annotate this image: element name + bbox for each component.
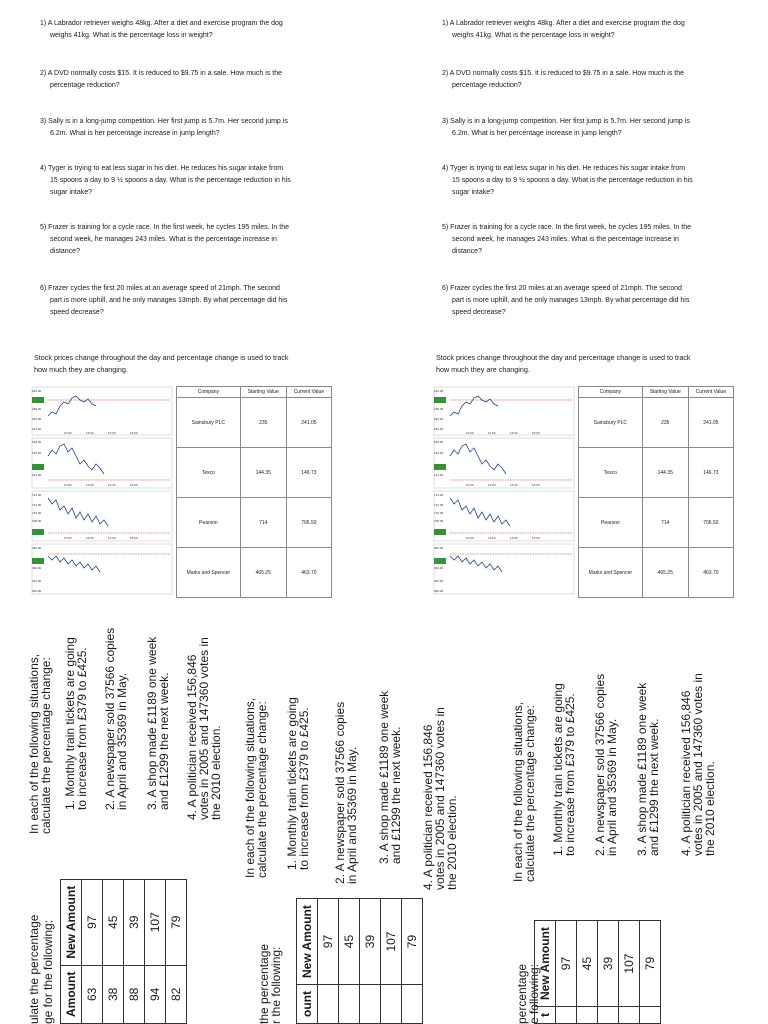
q5-line1: 5) Frazer is training for a cycle race. In the first week, he cycles 195 miles. In the — [442, 224, 691, 231]
sainsbury-x-2: 12:00 — [86, 431, 94, 435]
header-company: Company — [579, 387, 643, 398]
table-row — [598, 921, 619, 1024]
item-1b: to increase from £379 to £425. — [297, 707, 311, 870]
sainsbury-x-1: 10:00 — [466, 431, 474, 435]
item-4a: 4. A politician received 156,846 — [679, 690, 693, 856]
sainsbury-chart — [32, 387, 172, 435]
company: Tesco — [579, 448, 643, 498]
item-4b: votes in 2005 and 147360 votes in — [433, 707, 447, 890]
company: Sainsbury PLC — [177, 398, 241, 448]
q1-line1: 1) A Labrador retriever weighs 48kg. After a diet and exercise program the dog — [40, 20, 283, 27]
new-amount: 45 — [577, 921, 598, 1007]
amount — [318, 985, 339, 1024]
table-row — [381, 899, 402, 1024]
new-amount: 107 — [619, 921, 640, 1007]
company: Sainsbury PLC — [579, 398, 643, 448]
table-row — [579, 398, 734, 448]
tesco-x-4: 16:00 — [532, 483, 540, 487]
stock-intro-line1: Stock prices change throughout the day and percentage change is used to track — [436, 353, 691, 362]
table-row — [579, 498, 734, 548]
q6-line1: 6) Frazer cycles the first 20 miles at an average speed of 21mph. The second — [442, 285, 682, 292]
sainsbury-x-4: 16:00 — [130, 431, 138, 435]
pearson-tick-3: 710.00 — [32, 511, 42, 515]
pearson-x-2: 12:00 — [488, 536, 496, 540]
amount-header: ount — [297, 985, 318, 1024]
table-row — [82, 879, 103, 1023]
stock-table-header — [579, 387, 734, 398]
amount — [619, 1007, 640, 1024]
sainsbury-tick-1: 240.00 — [434, 389, 444, 393]
q4-line3: sugar intake? — [452, 189, 495, 196]
amount-header: Amount — [61, 965, 82, 1023]
amount — [556, 1007, 577, 1024]
amount-header: t — [535, 1007, 556, 1024]
question-1 — [40, 18, 340, 42]
tesco-chart — [32, 438, 172, 488]
new-amount: 97 — [318, 899, 339, 985]
q2-line1: 2) A DVD normally costs $15. It is reduced to $9.75 in a sale. How much is the — [40, 70, 283, 77]
stock-charts — [30, 386, 176, 596]
sainsbury-tick-3: 236.00 — [434, 417, 444, 421]
stock-section — [30, 386, 342, 596]
tesco-x-1: 10:00 — [466, 483, 474, 487]
sainsbury-chart — [434, 387, 574, 435]
stock-charts — [432, 386, 578, 596]
table-title-fragment — [28, 915, 40, 1024]
company: Pearson — [579, 498, 643, 548]
marks-spencer-chart — [434, 544, 574, 594]
current-value: 706.50 — [286, 498, 331, 548]
company: Tesco — [177, 448, 241, 498]
pearson-tick-4: 708.00 — [434, 519, 444, 523]
table-title-fragment — [42, 920, 54, 1024]
q4-line3: sugar intake? — [50, 189, 93, 196]
table-row — [177, 448, 332, 498]
item-1a: 1. Monthly train tickets are going — [63, 637, 77, 810]
new-amount: 107 — [381, 899, 402, 985]
q3-line2: 6.2m. What is her percentage increase in jump length? — [452, 130, 622, 137]
table-row — [177, 398, 332, 448]
header-current-value: Current Value — [286, 387, 331, 398]
change-table — [60, 879, 187, 1024]
current-value: 241.05 — [286, 398, 331, 448]
pearson-x-3: 14:00 — [108, 536, 116, 540]
item-2a: 2. A newspaper sold 37566 copies — [593, 673, 607, 856]
pearson-tick-3: 710.00 — [434, 511, 444, 515]
starting-value: 465.25 — [240, 548, 286, 598]
amount — [339, 985, 360, 1024]
table-row — [360, 899, 381, 1024]
question-6 — [40, 283, 340, 319]
table-row — [402, 899, 423, 1024]
ms-tick-2: 464.00 — [434, 566, 444, 570]
new-amount-header: New Amount — [535, 921, 556, 1007]
starting-value: 235 — [642, 398, 688, 448]
new-amount: 79 — [640, 921, 661, 1007]
q6-line2: part is more uphill, and he only manages 13mph. By what percentage did his — [50, 297, 288, 304]
q5-line2: second week, he manages 243 miles. What is the percentage increase in — [452, 236, 679, 243]
ms-tick-1: 466.00 — [32, 546, 42, 550]
current-value: 463.70 — [286, 548, 331, 598]
company: Pearson — [177, 498, 241, 548]
new-amount-header: New Amount — [61, 879, 82, 965]
stock-section — [432, 386, 744, 596]
amount — [640, 1007, 661, 1024]
change-table — [296, 898, 423, 1024]
table-title-fragment: e following: — [527, 963, 541, 1024]
new-amount: 79 — [402, 899, 423, 985]
q6-line3: speed decrease? — [452, 309, 506, 316]
table-row — [166, 879, 187, 1023]
change-table — [534, 920, 661, 1024]
tesco-x-2: 12:00 — [86, 483, 94, 487]
ms-tick-3: 462.00 — [32, 579, 42, 583]
amount — [402, 985, 423, 1024]
tesco-tick-1: 148.00 — [32, 440, 42, 444]
pearson-tick-2: 712.00 — [32, 503, 42, 507]
amount: 38 — [103, 965, 124, 1023]
new-amount: 39 — [598, 921, 619, 1007]
sainsbury-x-3: 14:00 — [510, 431, 518, 435]
sainsbury-x-3: 14:00 — [108, 431, 116, 435]
question-4 — [442, 163, 742, 199]
item-4a: 4. A politician received 156,846 — [421, 724, 435, 890]
q4-line1: 4) Tyger is trying to eat less sugar in his diet. He reduces his sugar intake from — [40, 165, 284, 172]
q4-line2: 15 spoons a day to 9 ½ spoons a day. What is the percentage reduction in his — [452, 177, 693, 184]
sainsbury-tick-2: 238.00 — [32, 407, 42, 411]
stock-table — [578, 386, 734, 598]
new-amount: 107 — [145, 879, 166, 965]
intro-line1: In each of the following situations, — [27, 653, 41, 834]
header-starting-value: Starting Value — [240, 387, 286, 398]
ms-tick-3: 462.00 — [434, 579, 444, 583]
intro-line2: calculate the percentage change: — [39, 657, 53, 834]
item-2b: in April and 35369 in May. — [605, 718, 619, 856]
sainsbury-tick-3: 236.00 — [32, 417, 42, 421]
amount — [598, 1007, 619, 1024]
pearson-tick-1: 714.00 — [434, 493, 444, 497]
intro-line2: calculate the percentage change: — [523, 705, 537, 882]
table-row — [556, 921, 577, 1024]
ms-tick-4: 460.00 — [32, 589, 42, 593]
q6-line2: part is more uphill, and he only manages 13mph. By what percentage did his — [452, 297, 690, 304]
tesco-x-4: 16:00 — [130, 483, 138, 487]
current-value: 463.70 — [688, 548, 733, 598]
q3-line2: 6.2m. What is her percentage increase in jump length? — [50, 130, 220, 137]
stock-table-header — [177, 387, 332, 398]
ms-tick-1: 466.00 — [434, 546, 444, 550]
pearson-x-1: 10:00 — [466, 536, 474, 540]
stock-intro — [34, 352, 354, 376]
table-row — [579, 448, 734, 498]
pearson-x-4: 16:00 — [532, 536, 540, 540]
item-4c: the 2010 election. — [209, 725, 223, 820]
q6-line3: speed decrease? — [50, 309, 104, 316]
q1-line2: weighs 41kg. What is the percentage loss in weight? — [452, 32, 615, 39]
item-1a: 1. Monthly train tickets are going — [551, 683, 565, 856]
item-1b: to increase from £379 to £425. — [75, 647, 89, 810]
tesco-x-3: 14:00 — [510, 483, 518, 487]
question-2 — [40, 68, 340, 92]
pearson-tick-4: 708.00 — [32, 519, 42, 523]
company: Marks and Spencer — [579, 548, 643, 598]
tesco-x-1: 10:00 — [64, 483, 72, 487]
q6-line1: 6) Frazer cycles the first 20 miles at an average speed of 21mph. The second — [40, 285, 280, 292]
table-row — [535, 921, 556, 1024]
amount: 94 — [145, 965, 166, 1023]
amount — [381, 985, 402, 1024]
tesco-tick-2: 146.00 — [32, 451, 42, 455]
stock-intro-line2: how much they are changing. — [436, 365, 530, 374]
question-6 — [442, 283, 742, 319]
table-row — [619, 921, 640, 1024]
tesco-tick-1: 148.00 — [434, 440, 444, 444]
q2-line2: percentage reduction? — [452, 82, 522, 89]
sainsbury-tick-2: 238.00 — [434, 407, 444, 411]
table-row — [103, 879, 124, 1023]
intro-line2: calculate the percentage change: — [255, 701, 269, 878]
question-2 — [442, 68, 742, 92]
starting-value: 714 — [642, 498, 688, 548]
question-5 — [442, 222, 742, 258]
q2-line2: percentage reduction? — [50, 82, 120, 89]
tesco-chart — [434, 438, 574, 488]
new-amount-header: New Amount — [297, 899, 318, 985]
current-value: 146.73 — [688, 448, 733, 498]
table-title-fragment: percentage — [515, 963, 529, 1024]
stock-table — [176, 386, 332, 598]
header-starting-value: Starting Value — [642, 387, 688, 398]
starting-value: 235 — [240, 398, 286, 448]
stock-intro — [436, 352, 756, 376]
sainsbury-tick-4: 234.00 — [32, 427, 42, 431]
tesco-tick-3: 144.00 — [32, 473, 42, 477]
new-amount: 45 — [339, 899, 360, 985]
item-3b: and £1299 the next week. — [389, 726, 403, 864]
ms-tick-4: 460.00 — [434, 589, 444, 593]
new-amount: 45 — [103, 879, 124, 965]
item-4b: votes in 2005 and 147360 votes in — [197, 637, 211, 820]
q3-line1: 3) Sally is in a long-jump competition. Her first jump is 5.7m. Her second jump is — [442, 118, 690, 125]
pearson-tick-1: 714.00 — [32, 493, 42, 497]
amount: 88 — [124, 965, 145, 1023]
item-2b: in April and 35369 in May. — [345, 746, 359, 884]
new-amount: 97 — [556, 921, 577, 1007]
q2-line1: 2) A DVD normally costs $15. It is reduced to $9.75 in a sale. How much is the — [442, 70, 685, 77]
item-3b: and £1299 the next week. — [157, 672, 171, 810]
q1-line2: weighs 41kg. What is the percentage loss in weight? — [50, 32, 213, 39]
q5-line1: 5) Frazer is training for a cycle race. In the first week, he cycles 195 miles. In the — [40, 224, 289, 231]
table-row — [145, 879, 166, 1023]
table-row — [579, 548, 734, 598]
frag1-line2: ge for the following: — [41, 919, 55, 1024]
starting-value: 714 — [240, 498, 286, 548]
question-3 — [442, 116, 742, 140]
item-4c: the 2010 election. — [703, 761, 717, 856]
tesco-x-3: 14:00 — [108, 483, 116, 487]
table-row — [177, 548, 332, 598]
pearson-x-2: 12:00 — [86, 536, 94, 540]
amount: 63 — [82, 965, 103, 1023]
amount: 82 — [166, 965, 187, 1023]
item-2a: 2. A newspaper sold 37566 copies — [333, 701, 347, 884]
stock-intro-line2: how much they are changing. — [34, 365, 128, 374]
starting-value: 465.25 — [642, 548, 688, 598]
q5-line2: second week, he manages 243 miles. What is the percentage increase in — [50, 236, 277, 243]
pearson-x-3: 14:00 — [510, 536, 518, 540]
pearson-x-4: 16:00 — [130, 536, 138, 540]
q1-line1: 1) A Labrador retriever weighs 48kg. After a diet and exercise program the dog — [442, 20, 685, 27]
q5-line3: distance? — [50, 248, 80, 255]
item-4b: votes in 2005 and 147360 votes in — [691, 673, 705, 856]
question-4 — [40, 163, 340, 199]
sainsbury-x-1: 10:00 — [64, 431, 72, 435]
table-title-fragment: r the following: — [269, 946, 283, 1024]
pearson-chart — [32, 491, 172, 541]
frag1-line1: ulate the percentage — [27, 914, 41, 1024]
header-current-value: Current Value — [688, 387, 733, 398]
item-4c: the 2010 election. — [445, 795, 459, 890]
sainsbury-x-4: 16:00 — [532, 431, 540, 435]
pearson-x-1: 10:00 — [64, 536, 72, 540]
intro-line1: In each of the following situations, — [511, 701, 525, 882]
question-3 — [40, 116, 340, 140]
new-amount: 39 — [124, 879, 145, 965]
header-company: Company — [177, 387, 241, 398]
pearson-chart — [434, 491, 574, 541]
starting-value: 144.35 — [240, 448, 286, 498]
item-1b: to increase from £379 to £425. — [563, 693, 577, 856]
question-1 — [442, 18, 742, 42]
table-title-fragment: the percentage — [257, 943, 271, 1024]
question-5 — [40, 222, 340, 258]
current-value: 706.50 — [688, 498, 733, 548]
table-row — [177, 498, 332, 548]
rotated-worksheets — [0, 620, 768, 1024]
new-amount: 39 — [360, 899, 381, 985]
tesco-x-2: 12:00 — [488, 483, 496, 487]
ms-tick-2: 464.00 — [32, 566, 42, 570]
amount — [360, 985, 381, 1024]
pearson-tick-2: 712.00 — [434, 503, 444, 507]
q3-line1: 3) Sally is in a long-jump competition. Her first jump is 5.7m. Her second jump is — [40, 118, 288, 125]
table-row — [124, 879, 145, 1023]
company: Marks and Spencer — [177, 548, 241, 598]
table-row — [61, 879, 82, 1023]
item-3a: 3. A shop made £1189 one week — [145, 636, 159, 810]
table-row — [318, 899, 339, 1024]
table-row — [339, 899, 360, 1024]
sainsbury-tick-1: 240.00 — [32, 389, 42, 393]
item-1a: 1. Monthly train tickets are going — [285, 697, 299, 870]
new-amount: 79 — [166, 879, 187, 965]
table-row — [297, 899, 318, 1024]
item-2a: 2. A newspaper sold 37566 copies — [103, 627, 117, 810]
item-3a: 3. A shop made £1189 one week — [377, 690, 391, 864]
q5-line3: distance? — [452, 248, 482, 255]
current-value: 241.05 — [688, 398, 733, 448]
amount — [577, 1007, 598, 1024]
sainsbury-x-2: 12:00 — [488, 431, 496, 435]
new-amount: 97 — [82, 879, 103, 965]
intro-line1: In each of the following situations, — [243, 697, 257, 878]
table-row — [577, 921, 598, 1024]
starting-value: 144.35 — [642, 448, 688, 498]
sainsbury-tick-4: 234.00 — [434, 427, 444, 431]
item-3a: 3. A shop made £1189 one week — [635, 682, 649, 856]
current-value: 146.73 — [286, 448, 331, 498]
q4-line1: 4) Tyger is trying to eat less sugar in his diet. He reduces his sugar intake from — [442, 165, 686, 172]
tesco-tick-3: 144.00 — [434, 473, 444, 477]
item-2b: in April and 35369 in May. — [115, 672, 129, 810]
stock-intro-line1: Stock prices change throughout the day and percentage change is used to track — [34, 353, 289, 362]
q4-line2: 15 spoons a day to 9 ½ spoons a day. What is the percentage reduction in his — [50, 177, 291, 184]
tesco-tick-2: 146.00 — [434, 451, 444, 455]
marks-spencer-chart — [32, 544, 172, 594]
table-row — [640, 921, 661, 1024]
item-3b: and £1299 the next week. — [647, 718, 661, 856]
item-4a: 4. A politician received 156,846 — [185, 654, 199, 820]
